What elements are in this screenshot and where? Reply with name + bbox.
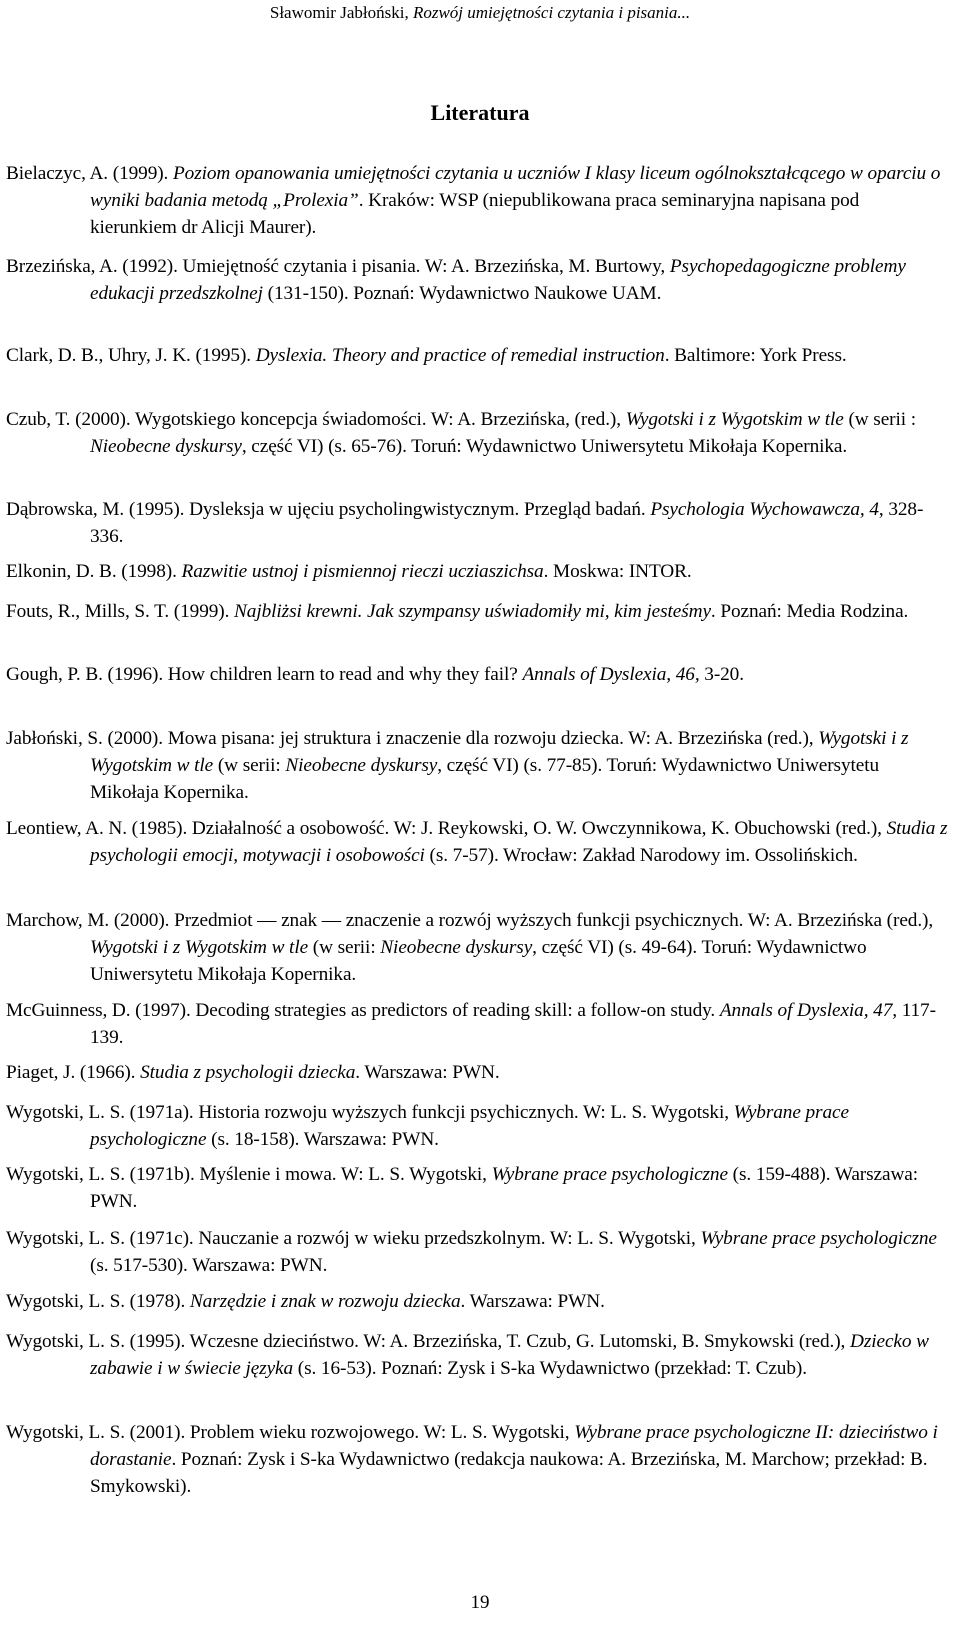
reference-item [6,1328,950,1382]
reference-text: , część VI) (s. 77-85). Toruń: Wydawnictwo Uniwersytetu Mikołaja Kopernika. [90,755,880,803]
reference-item [6,496,950,550]
reference-text: . Poznań: Media Rodzina. [710,601,909,622]
reference-text: , 328-336. [90,499,924,547]
reference-italic-text: Psychopedagogiczne problemy edukacji przedszkolnej [90,256,906,304]
header-title: Rozwój umiejętności czytania i pisania... [412,3,691,22]
page-number: 19 [470,1592,490,1613]
reference-italic-text: Nieobecne dyskursy [90,436,242,457]
reference-italic-text: Dziecko w zabawie i w świecie języka [90,1331,929,1379]
header-author: Sławomir Jabłoński, [269,3,413,22]
reference-text: Jabłoński, S. (2000). Mowa pisana: jej struktura i znaczenie dla rozwoju dziecka. W: A. Brzezińska (red.), [6,728,819,749]
reference-text: , część VI) (s. 65-76). Toruń: Wydawnictwo Uniwersytetu Mikołaja Kopernika. [241,436,848,457]
reference-text: Wygotski, L. S. (1971c). Nauczanie a rozwój w wieku przedszkolnym. W: L. S. Wygotski, [6,1228,701,1249]
reference-italic-text: Narzędzie i znak w rozwoju dziecka [189,1291,461,1312]
reference-italic-text: Studia z psychologii dziecka [140,1062,356,1083]
reference-text: Leontiew, A. N. (1985). Działalność a osobowość. W: J. Reykowski, O. W. Owczynnikowa, K. Obuchowski (red.), [6,818,887,839]
reference-item [6,406,950,460]
reference-text: . Poznań: Zysk i S-ka Wydawnictwo (redakcja naukowa: A. Brzezińska, M. Marchow; przekład: B. Smykowski). [90,1449,928,1497]
reference-text: Wygotski, L. S. (1971a). Historia rozwoju wyższych funkcji psychicznych. W: L. S. Wygotski, [6,1102,734,1123]
reference-item [6,1419,950,1500]
reference-italic-text: Wygotski i z Wygotskim w tle [90,937,309,958]
reference-item [6,558,950,585]
reference-italic-text: Studia z psychologii emocji, motywacji i osobowości [90,818,948,866]
reference-text: (s. 7-57). Wrocław: Zakład Narodowy im. Ossolińskich. [424,845,858,866]
reference-item [6,1225,950,1279]
reference-item [6,907,950,988]
reference-text: 117-139. [90,1000,936,1048]
reference-text: Czub, T. (2000). Wygotskiego koncepcja świadomości. W: A. Brzezińska, (red.), [6,409,626,430]
reference-item [6,997,950,1051]
reference-text: Wygotski, L. S. (1995). Wczesne dzieciństwo. W: A. Brzezińska, T. Czub, G. Lutomski, B. Smykowski (red.), [6,1331,850,1352]
reference-text: Dąbrowska, M. (1995). Dysleksja w ujęciu psycholingwistycznym. Przegląd badań. [6,499,651,520]
reference-text: (w serii: [213,755,286,776]
reference-text: . Warszawa: PWN. [460,1291,605,1312]
reference-italic-text: Annals of Dyslexia, 46, [522,664,700,685]
reference-text: (s. 16-53). Poznań: Zysk i S-ka Wydawnictwo (przekład: T. Czub). [293,1358,807,1379]
reference-italic-text: Razwitie ustnoj i pismiennoj rieczi ucziaszichsa [181,561,544,582]
reference-item [6,815,950,869]
reference-text: Wygotski, L. S. (1971b). Myślenie i mowa. W: L. S. Wygotski, [6,1164,492,1185]
reference-text: (w serii : [843,409,916,430]
reference-text: Gough, P. B. (1996). How children learn to read and why they fail? [6,664,523,685]
reference-text: Wygotski, L. S. (2001). Problem wieku rozwojowego. W: L. S. Wygotski, [6,1422,575,1443]
reference-text: Brzezińska, A. (1992). Umiejętność czytania i pisania. W: A. Brzezińska, M. Burtowy, [6,256,670,277]
reference-italic-text: Nieobecne dyskursy [285,755,438,776]
reference-item [6,253,950,307]
reference-text: . Baltimore: York Press. [664,345,847,366]
reference-text: Marchow, M. (2000). Przedmiot — znak — znaczenie a rozwój wyższych funkcji psychicznych. W: A. Brzezińska (red.), [6,910,934,931]
reference-text: (131-150). Poznań: Wydawnictwo Naukowe UAM. [262,283,662,304]
reference-text: Fouts, R., Mills, S. T. (1999). [6,601,235,622]
reference-italic-text: Annals of Dyslexia, 47, [719,1000,897,1021]
reference-item [6,160,950,241]
reference-item [6,725,950,806]
reference-text: Elkonin, D. B. (1998). [6,561,182,582]
section-title: Literatura [430,100,530,125]
reference-italic-text: Wygotski i z Wygotskim w tle [625,409,844,430]
reference-item [6,661,950,688]
reference-italic-text: Poziom opanowania umiejętności czytania u uczniów I klasy liceum ogólnokształcącego w oparciu o wyniki badania metodą „Prolexia” [90,163,941,211]
reference-text: Wygotski, L. S. (1978). [6,1291,190,1312]
reference-text: . Warszawa: PWN. [355,1062,500,1083]
reference-text: Clark, D. B., Uhry, J. K. (1995). [6,345,256,366]
reference-text: . Moskwa: INTOR. [543,561,692,582]
reference-item [6,598,950,625]
reference-italic-text: Wygotski i z Wygotskim w tle [90,728,909,776]
reference-italic-text: Wybrane prace psychologiczne [491,1164,728,1185]
reference-text: (w serii: [308,937,381,958]
reference-italic-text: Wybrane prace psychologiczne [90,1102,849,1150]
reference-item [6,1161,950,1215]
reference-item [6,1099,950,1153]
reference-item [6,342,950,369]
reference-text: , część VI) (s. 49-64). Toruń: Wydawnictwo Uniwersytetu Mikołaja Kopernika. [90,937,867,985]
reference-italic-text: Wybrane prace psychologiczne II: dzieciństwo i dorastanie [90,1422,938,1470]
reference-italic-text: Nieobecne dyskursy [380,937,533,958]
reference-text: Piaget, J. (1966). [6,1062,141,1083]
reference-text: McGuinness, D. (1997). Decoding strategies as predictors of reading skill: a follow-on study. [6,1000,720,1021]
reference-text: (s. 159-488). Warszawa: PWN. [90,1164,918,1212]
reference-item [6,1059,950,1086]
reference-text: 3-20. [699,664,744,685]
reference-italic-text: Dyslexia. Theory and practice of remedial instruction [255,345,665,366]
reference-text: (s. 517-530). Warszawa: PWN. [90,1255,328,1276]
reference-italic-text: Psychologia Wychowawcza, 4 [650,499,879,520]
reference-text: . Kraków: WSP (niepublikowana praca seminaryjna napisana pod kierunkiem dr Alicji Maurer). [90,190,860,238]
reference-italic-text: Najbliżsi krewni. Jak szympansy uświadomiły mi, kim jesteśmy [234,601,711,622]
reference-item [6,1288,950,1315]
running-header [0,2,960,24]
reference-italic-text: Wybrane prace psychologiczne [700,1228,937,1249]
reference-text: Bielaczyc, A. (1999). [6,163,173,184]
reference-text: (s. 18-158). Warszawa: PWN. [206,1129,439,1150]
